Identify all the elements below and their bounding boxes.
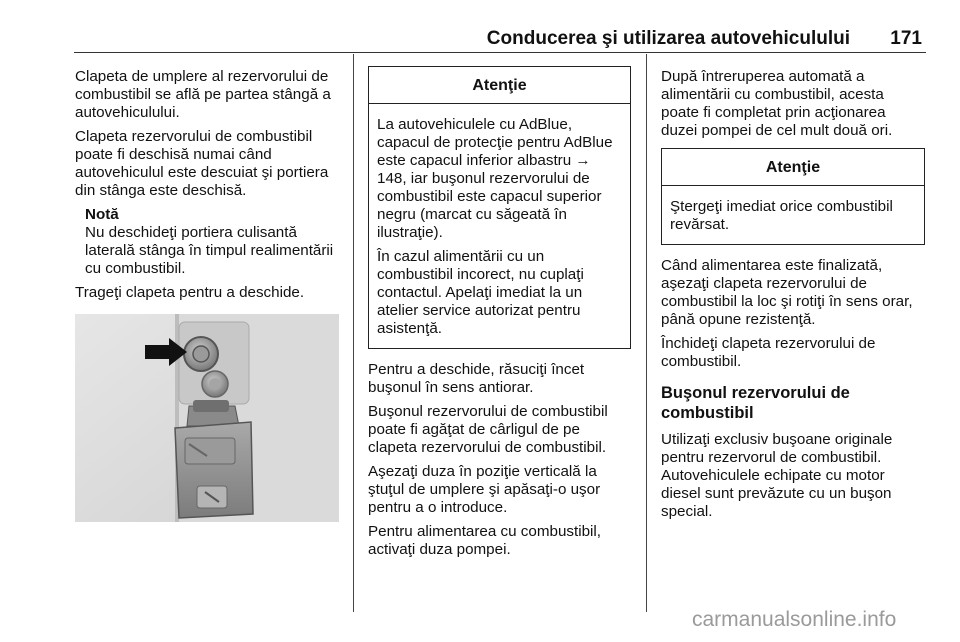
warning-box bbox=[661, 148, 925, 245]
column-divider-right bbox=[646, 54, 647, 612]
paragraph: Închideţi clapeta rezervorului de combustibil. bbox=[661, 335, 876, 370]
column-2 bbox=[368, 66, 631, 565]
warning-body bbox=[369, 104, 630, 348]
warning-text: La autovehiculele cu AdBlue, capacul de protecţie pentru AdBlue este capacul inferior albastru → 148, iar buşonul rezervorului de combustibil este capacul superior negru (marcat cu săgeată în ilustraţie). bbox=[377, 116, 613, 241]
paragraph: Clapeta rezervorului de combustibil poate fi deschisă numai când autovehiculul este descuiat şi portiera din stânga este deschisă. bbox=[75, 128, 329, 199]
paragraph: După întreruperea automată a alimentării cu combustibil, acesta poate fi completat prin acţionarea duzei pompei de cel mult două ori. bbox=[661, 68, 893, 139]
warning-text: În cazul alimentării cu un combustibil incorect, nu cuplaţi contactul. Apelaţi imediat la un atelier service autorizat pentru asistenţă. bbox=[377, 248, 584, 337]
warning-body bbox=[662, 186, 924, 244]
paragraph: Buşonul rezervorului de combustibil poate fi agăţat de cârligul de pe clapeta rezervorului de combustibil. bbox=[368, 403, 608, 456]
warning-title: Atenţie bbox=[369, 67, 630, 104]
section-heading: Buşonul rezervorului de combustibil bbox=[661, 384, 850, 422]
warning-text: Ştergeţi imediat orice combustibil revărsat. bbox=[670, 198, 893, 233]
watermark: carmanualsonline.info bbox=[692, 608, 897, 631]
paragraph: Pentru alimentarea cu combustibil, activaţi duza pompei. bbox=[368, 523, 601, 558]
paragraph: Pentru a deschide, răsuciţi încet buşonul în sens antiorar. bbox=[368, 361, 585, 396]
page-header-title: Conducerea şi utilizarea autovehiculului bbox=[486, 28, 850, 49]
warning-title: Atenţie bbox=[662, 149, 924, 186]
column-divider-left bbox=[353, 54, 354, 612]
paragraph: Aşezaţi duza în poziţie verticală la ştuţul de umplere şi apăsaţi-o uşor pentru a o introduce. bbox=[368, 463, 601, 516]
paragraph: Când alimentarea este finalizată, aşezaţi clapeta rezervorului de combustibil la loc şi rotiţi în sens orar, până opune rezistenţă. bbox=[661, 257, 913, 328]
note-title: Notă bbox=[85, 206, 119, 223]
fuel-filler-illustration bbox=[75, 314, 339, 522]
paragraph: Clapeta de umplere al rezervorului de combustibil se află pe partea stângă a autovehiculului. bbox=[75, 68, 331, 121]
note-box bbox=[85, 206, 343, 278]
page-number: 171 bbox=[890, 28, 922, 49]
column-3 bbox=[661, 68, 925, 527]
paragraph: Trageţi clapeta pentru a deschide. bbox=[75, 284, 305, 301]
warning-box bbox=[368, 66, 631, 349]
paragraph: Utilizaţi exclusiv buşoane originale pentru rezervorul de combustibil. Autovehiculele echipate cu motor diesel sunt prevăzute cu un buşon special. bbox=[661, 431, 893, 520]
note-text: Nu deschideţi portiera culisantă laterală stânga în timpul realimentării cu combustibil. bbox=[85, 224, 334, 277]
header-rule bbox=[74, 52, 926, 53]
column-1 bbox=[75, 68, 343, 308]
